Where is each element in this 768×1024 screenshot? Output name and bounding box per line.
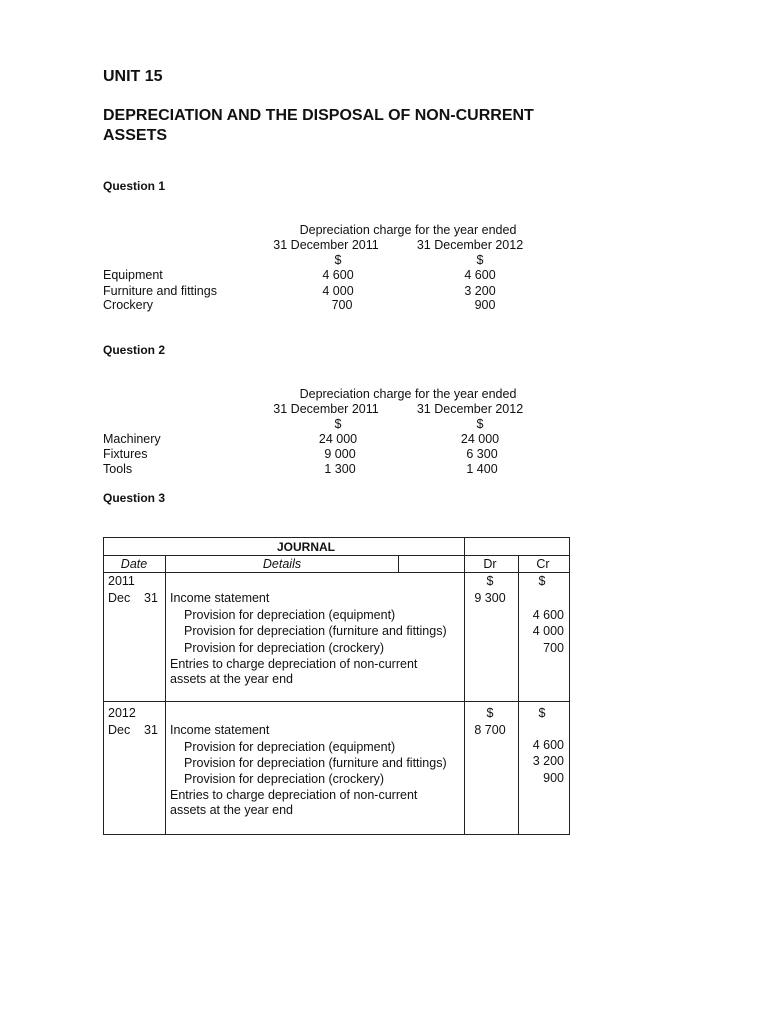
q1-col2-currency: $ [476, 253, 484, 267]
header-date: Date [120, 557, 148, 571]
q2-col1-header: 31 December 2011 [273, 402, 379, 416]
entry-credit-amount: 700 [543, 641, 564, 655]
q2-col2-currency: $ [476, 417, 484, 431]
question-3-label: Question 3 [103, 491, 166, 505]
q2-row-value: 1 400 [466, 462, 498, 476]
entry-year: 2011 [108, 574, 135, 588]
q2-row-label: Tools [103, 462, 133, 476]
q1-caption: Depreciation charge for the year ended [299, 223, 517, 237]
entry-credit-account: Provision for depreciation (crockery) [184, 772, 385, 786]
q1-row-label: Furniture and fittings [103, 284, 217, 298]
journal-header-divider [104, 572, 569, 573]
entry-day: 31 [144, 591, 158, 605]
q2-caption: Depreciation charge for the year ended [299, 387, 517, 401]
q1-row-label: Equipment [103, 268, 163, 282]
entry-narrative: assets at the year end [170, 672, 293, 686]
entry-narrative: assets at the year end [170, 803, 293, 817]
entry-debit-account: Income statement [170, 591, 270, 605]
journal-details-col-line [398, 555, 399, 572]
q2-row-value: 1 300 [324, 462, 356, 476]
entry-day: 31 [144, 723, 158, 737]
entry-narrative: Entries to charge depreciation of non-current [170, 657, 418, 671]
entry-credit-account: Provision for depreciation (furniture and fittings) [184, 624, 447, 638]
journal-date-col-line [165, 555, 166, 834]
entry-credit-account: Provision for depreciation (crockery) [184, 641, 385, 655]
entry-cr-currency: $ [538, 574, 546, 588]
journal-cr-col-line [518, 555, 519, 834]
entry-credit-amount: 4 000 [532, 624, 564, 638]
q1-row-value: 4 600 [464, 268, 496, 282]
entry-credit-amount: 4 600 [532, 608, 564, 622]
entry-credit-account: Provision for depreciation (equipment) [184, 608, 396, 622]
q2-col1-currency: $ [334, 417, 342, 431]
q1-row-value: 4 600 [322, 268, 354, 282]
q1-row-label: Crockery [103, 298, 154, 312]
journal-title: JOURNAL [276, 540, 336, 554]
entry-credit-amount: 900 [543, 771, 564, 785]
entry-month: Dec [108, 591, 131, 605]
q2-row-value: 6 300 [466, 447, 498, 461]
question-2-label: Question 2 [103, 343, 166, 357]
entry-cr-currency: $ [538, 706, 546, 720]
q2-row-value: 24 000 [318, 432, 358, 446]
entry-narrative: Entries to charge depreciation of non-current [170, 788, 418, 802]
entry-dr-currency: $ [486, 574, 494, 588]
unit-title: UNIT 15 [103, 68, 163, 85]
journal-table [103, 537, 570, 835]
entry-dr-total: 8 700 [474, 723, 506, 737]
entry-dr-currency: $ [486, 706, 494, 720]
entry-month: Dec [108, 723, 131, 737]
journal-dr-col-line [464, 538, 465, 834]
question-1-label: Question 1 [103, 179, 166, 193]
q2-row-label: Fixtures [103, 447, 148, 461]
q1-row-value: 3 200 [464, 284, 496, 298]
header-details: Details [262, 557, 302, 571]
q2-row-value: 9 000 [324, 447, 356, 461]
q2-row-value: 24 000 [460, 432, 500, 446]
entry-credit-amount: 4 600 [532, 738, 564, 752]
entry-credit-amount: 3 200 [532, 754, 564, 768]
entry-year: 2012 [108, 706, 136, 720]
entry-debit-account: Income statement [170, 723, 270, 737]
journal-title-divider [104, 555, 569, 556]
header-dr: Dr [483, 557, 497, 571]
journal-entry-divider [104, 701, 569, 702]
q2-col2-header: 31 December 2012 [416, 402, 524, 416]
entry-credit-account: Provision for depreciation (furniture and fittings) [184, 756, 447, 770]
q1-col1-header: 31 December 2011 [273, 238, 379, 252]
q1-col2-header: 31 December 2012 [416, 238, 524, 252]
q2-row-label: Machinery [103, 432, 161, 446]
q1-col1-currency: $ [334, 253, 342, 267]
page-heading: DEPRECIATION AND THE DISPOSAL OF NON-CURRENT ASSETS [103, 107, 534, 144]
q1-row-value: 4 000 [322, 284, 354, 298]
entry-credit-account: Provision for depreciation (equipment) [184, 740, 396, 754]
q1-row-value: 700 [331, 298, 353, 312]
entry-dr-total: 9 300 [474, 591, 506, 605]
header-cr: Cr [536, 557, 550, 571]
q1-row-value: 900 [474, 298, 496, 312]
